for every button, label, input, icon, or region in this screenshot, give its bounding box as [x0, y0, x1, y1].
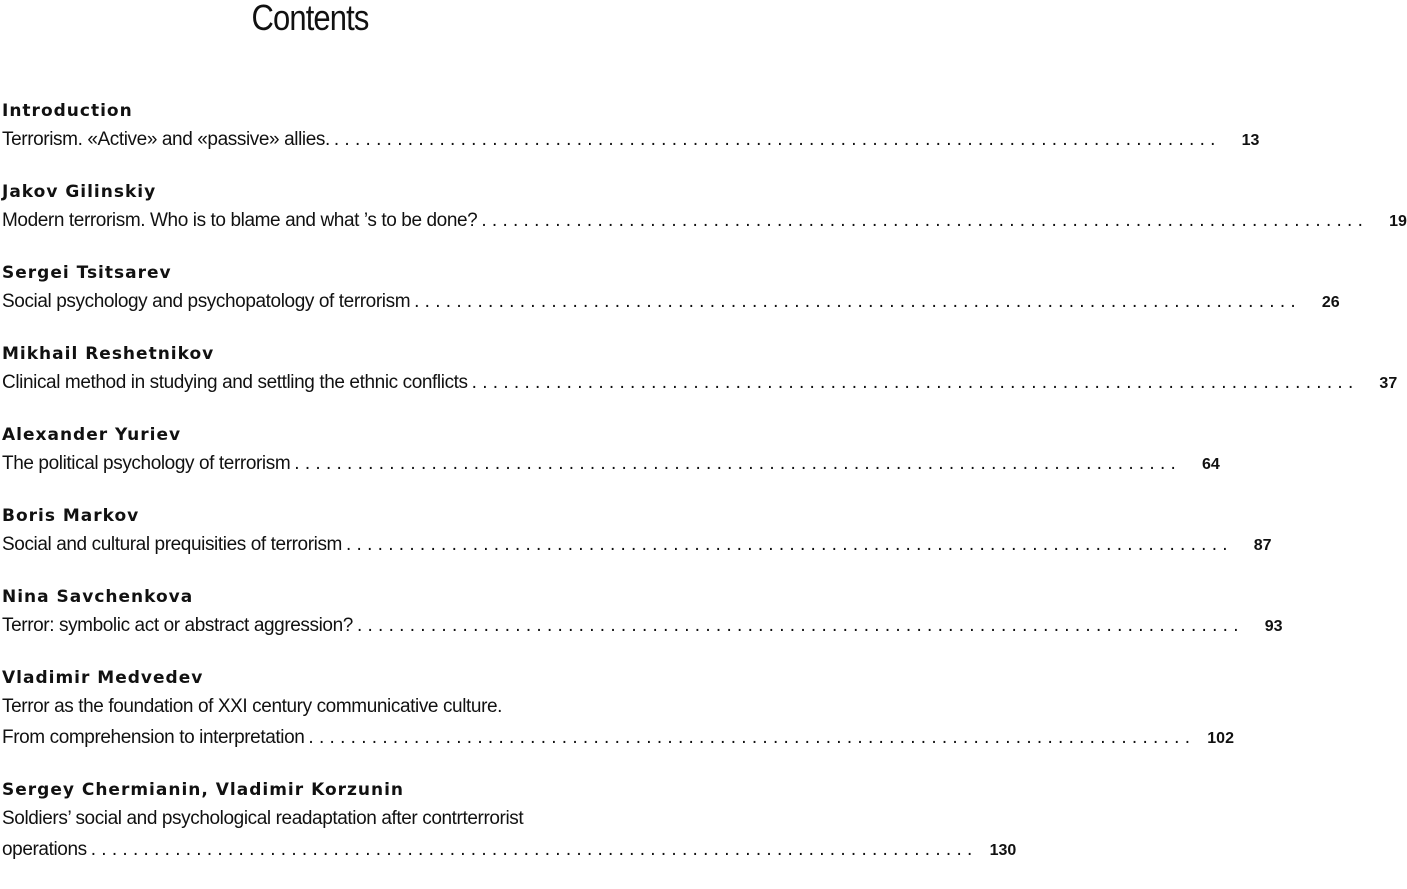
toc-title-line[interactable] — [2, 367, 1398, 398]
toc-title-continued: From comprehension to interpretation — [2, 727, 305, 748]
toc-entry[interactable] — [2, 422, 1220, 503]
dot-leader — [342, 529, 1228, 560]
toc-title-line[interactable] — [2, 691, 594, 722]
toc-page-number: 13 — [1241, 132, 1260, 149]
toc-title-line[interactable] — [2, 448, 1220, 479]
toc-author: Alexander Yuriev — [2, 425, 182, 445]
toc-entry[interactable] — [2, 260, 1340, 341]
dot-leader — [87, 834, 973, 865]
dot-leader — [410, 286, 1296, 317]
toc-title-line[interactable] — [2, 803, 594, 834]
toc-page-number: 19 — [1389, 213, 1407, 230]
toc-title: Terror as the foundation of XXI century communicative culture. — [2, 696, 503, 717]
toc-title: Terrorism. «Active» and «passive» allies. — [2, 129, 330, 150]
toc-title-line[interactable] — [2, 610, 1283, 641]
table-of-contents — [2, 98, 1407, 889]
toc-page-number: 102 — [1207, 730, 1234, 747]
toc-title-line[interactable] — [2, 834, 1017, 865]
toc-page-number: 130 — [989, 842, 1017, 859]
toc-entry[interactable] — [2, 98, 1260, 179]
dot-leader — [330, 124, 1216, 155]
toc-title-line[interactable] — [2, 286, 1340, 317]
page-title: Contents — [251, 0, 369, 38]
toc-entry[interactable] — [2, 503, 1272, 584]
dot-leader — [353, 610, 1239, 641]
toc-title: Clinical method in studying and settling the ethnic conflicts — [2, 372, 468, 393]
dot-leader — [477, 205, 1363, 236]
toc-page-number: 26 — [1321, 294, 1340, 311]
toc-title-line[interactable] — [2, 722, 1234, 753]
toc-entry[interactable] — [2, 665, 1234, 777]
toc-entry[interactable] — [2, 777, 1017, 889]
dot-leader — [468, 367, 1354, 398]
toc-title-continued: operations — [2, 839, 87, 860]
toc-author: Vladimir Medvedev — [2, 668, 204, 688]
toc-page-number: 37 — [1379, 375, 1398, 392]
toc-page-number: 64 — [1202, 456, 1220, 473]
toc-author: Boris Markov — [2, 506, 140, 526]
toc-page-number: 87 — [1253, 537, 1272, 554]
toc-page-number: 93 — [1264, 618, 1283, 635]
toc-title: Social and cultural prequisities of terrorism — [2, 534, 342, 555]
toc-entry[interactable] — [2, 179, 1407, 260]
toc-entry[interactable] — [2, 584, 1283, 665]
dot-leader — [304, 722, 1190, 753]
dot-leader — [290, 448, 1176, 479]
toc-author: Jakov Gilinskiy — [2, 182, 157, 202]
toc-author: Sergei Tsitsarev — [2, 263, 172, 283]
toc-author: Introduction — [2, 101, 133, 121]
toc-author: Mikhail Reshetnikov — [2, 344, 215, 364]
toc-title: Modern terrorism. Who is to blame and what ’s to be done? — [2, 210, 478, 231]
toc-title: The political psychology of terrorism — [2, 453, 291, 474]
toc-author: Sergey Chermianin, Vladimir Korzunin — [2, 780, 405, 800]
toc-title-line[interactable] — [2, 205, 1407, 236]
toc-author: Nina Savchenkova — [2, 587, 194, 607]
toc-title-line[interactable] — [2, 529, 1272, 560]
toc-entry[interactable] — [2, 341, 1398, 422]
toc-title: Social psychology and psychopatology of terrorism — [2, 291, 411, 312]
toc-title: Soldiers’ social and psychological readaptation after contrterrorist — [2, 808, 524, 829]
toc-title: Terror: symbolic act or abstract aggression? — [2, 615, 353, 636]
toc-title-line[interactable] — [2, 124, 1260, 155]
